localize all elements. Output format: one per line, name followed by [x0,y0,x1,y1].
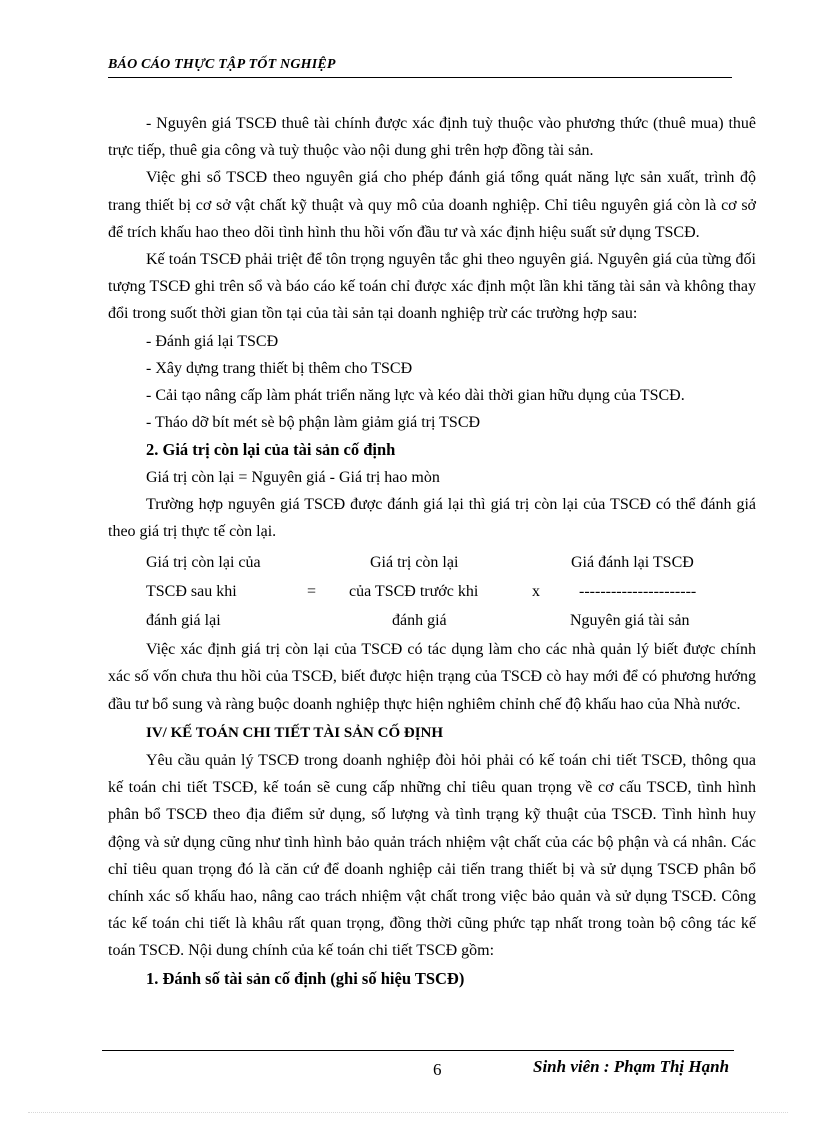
formula-text: Nguyên giá tài sản [570,612,690,630]
bullet-upgrade: - Cải tạo nâng cấp làm phát triển năng lực và kéo dài thời gian hữu dụng của TSCĐ. [146,387,685,405]
paragraph-leased-asset-cost: - Nguyên giá TSCĐ thuê tài chính được xác định tuỳ thuộc vào phương thức (thuê mua) thuê trực tiếp, thuê gia công và tuỳ thuộc vào nội dung ghi trên hợp đồng tài sản. [108,115,756,160]
formula-text: đánh giá lại [146,612,221,630]
formula-text: Giá đánh lại TSCĐ [571,554,694,572]
formula-fraction-bar: ---------------------- [579,583,697,601]
revaluation-formula [108,549,756,636]
formula-row-3 [108,607,756,636]
formula-text: đánh giá [392,612,447,630]
section-heading-detail-accounting: IV/ KẾ TOÁN CHI TIẾT TÀI SẢN CỐ ĐỊNH [146,724,444,741]
paragraph-revaluation-case: Trường hợp nguyên giá TSCĐ được đánh giá lại thì giá trị còn lại của TSCĐ có thể đánh giá theo giá trị thực tế còn lại. [108,495,756,541]
paragraph-cost-recording: Việc ghi sổ TSCĐ theo nguyên giá cho phép đánh giá tổng quát năng lực sản xuất, trình độ trang thiết bị cơ sở vật chất kỹ thuật và quy mô của doanh nghiệp. Chỉ tiêu nguyên giá còn là cơ sở để trích khấu hao theo dõi tình hình thu hồi vốn đầu tư và xác định hiệu suất sử dụng TSCĐ. [108,169,756,241]
section-heading-residual-value: 2. Giá trị còn lại của tài sản cố định [146,440,396,460]
paragraph-residual-purpose: Việc xác định giá trị còn lại của TSCĐ có tác dụng làm cho các nhà quản lý biết được chính xác số vốn chưa thu hồi của TSCĐ, biết được hiện trạng của TSCĐ cò hay mới để có phương hướng đầu tư bổ sung và ràng buộc doanh nghiệp thực hiện nghiêm chỉnh chế độ khấu hao của Nhà nước. [108,641,756,713]
formula-equals-sign: = [307,583,317,601]
bullet-revaluation: - Đánh giá lại TSCĐ [146,332,279,350]
formula-text: Giá trị còn lại của [146,554,261,572]
paragraph-detail-accounting: Yêu cầu quản lý TSCĐ trong doanh nghiệp đòi hỏi phải có kế toán chi tiết TSCĐ, thông qua kế toán chi tiết TSCĐ, kế toán sẽ cung cấp những chỉ tiêu quan trọng về cơ cấu TSCĐ, tình hình phân bổ TSCĐ theo địa điểm sử dụng, số lượng và tình trạng kỹ thuật của TSCĐ. Tình hình huy động và sử dụng cũng như tình hình bảo quản trách nhiệm vật chất của các bộ phận và cá nhân. Các chỉ tiêu quan trọng đó là căn cứ để doanh nghiệp cải tiến trang thiết bị và sử dụng TSCĐ phân bổ chính xác số khấu hao, nâng cao trách nhiệm vật chất trong việc bảo quản và sử dụng TSCĐ. Công tác kế toán chi tiết là khâu rất quan trọng, đồng thời cũng phức tạp nhất trong toàn bộ công tác kế toán TSCĐ. Nội dung chính của kế toán chi tiết TSCĐ gồm: [108,752,756,960]
subsection-heading-numbering: 1. Đánh số tài sản cố định (ghi số hiệu TSCĐ) [146,968,465,988]
page-boundary-divider [28,1112,788,1113]
formula-row-1 [108,549,756,578]
page-body [108,110,756,992]
paragraph-cost-principle: Kế toán TSCĐ phải triệt để tôn trọng nguyên tắc ghi theo nguyên giá. Nguyên giá của từng đối tượng TSCĐ ghi trên sổ và báo cáo kế toán chỉ được xác định một lần khi tăng tài sản và không thay đổi trong suốt thời gian tồn tại của tài sản tại doanh nghiệp trừ các trường hợp sau: [108,251,756,323]
formula-text: Giá trị còn lại [370,554,459,572]
footer-author: Sinh viên : Phạm Thị Hạnh [533,1057,730,1076]
formula-text: TSCĐ sau khi [146,583,237,601]
formula-multiply-sign: x [532,583,540,601]
page-number: 6 [433,1060,442,1079]
formula-text: của TSCĐ trước khi [349,583,479,601]
document-header: BÁO CÁO THỰC TẬP TỐT NGHIỆP [108,57,336,72]
footer-rule [102,1050,734,1051]
header-rule [108,77,732,78]
formula-row-2 [108,578,756,607]
residual-value-definition: Giá trị còn lại = Nguyên giá - Giá trị hao mòn [146,468,440,486]
bullet-dismantling: - Tháo dỡ bít mét sè bộ phận làm giảm giá trị TSCĐ [146,414,481,432]
bullet-additional-equipment: - Xây dựng trang thiết bị thêm cho TSCĐ [146,359,413,377]
